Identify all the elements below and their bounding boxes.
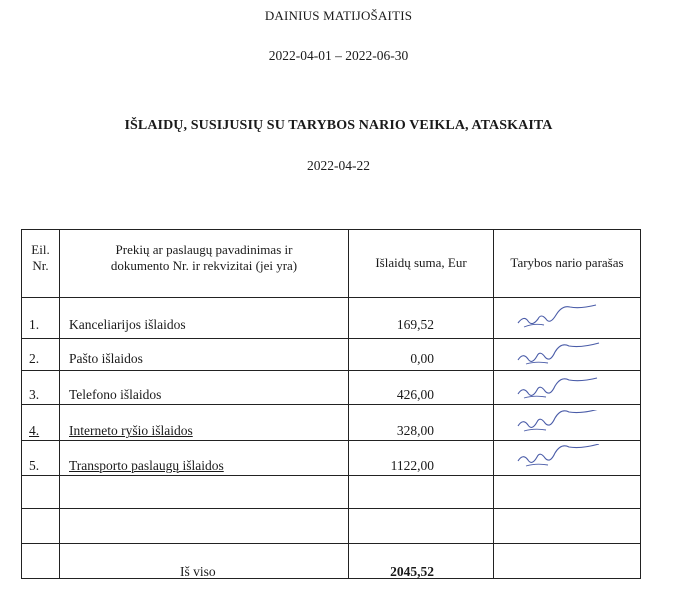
row-number: 4. [29, 423, 40, 438]
row-amount: 426,00 [396, 387, 434, 402]
row-item-name: Interneto ryšio išlaidos [69, 423, 193, 438]
row-number: 2. [29, 351, 40, 366]
row-amount: 169,52 [396, 317, 434, 332]
report-date: 2022-04-22 [307, 158, 370, 173]
row-amount: 0,00 [410, 351, 434, 366]
row-item-name: Kanceliarijos išlaidos [69, 317, 186, 332]
row-number: 1. [29, 317, 40, 332]
signature-row-3 [512, 376, 612, 404]
column-header-item: Prekių ar paslaugų pavadinimas ir dokumento Nr. ir rekvizitai (jei yra) [110, 242, 298, 273]
column-header-no: Eil. Nr. [31, 242, 50, 273]
row-number: 3. [29, 387, 40, 402]
row-amount: 1122,00 [390, 458, 434, 473]
signature-row-2 [512, 342, 612, 370]
row-amount: 328,00 [396, 423, 434, 438]
total-amount: 2045,52 [390, 564, 434, 579]
report-title: IŠLAIDŲ, SUSIJUSIŲ SU TARYBOS NARIO VEIKLA, ATASKAITA [124, 118, 553, 133]
column-header-signature: Tarybos nario parašas [510, 255, 624, 270]
row-item-name: Pašto išlaidos [69, 351, 143, 366]
signature-row-1 [512, 303, 612, 333]
report-period: 2022-04-01 – 2022-06-30 [268, 48, 409, 63]
row-number: 5. [29, 458, 40, 473]
signature-row-4 [512, 410, 612, 438]
total-label: Iš viso [180, 564, 216, 579]
row-item-name: Transporto paslaugų išlaidos [69, 458, 224, 473]
signature-row-5 [512, 444, 612, 472]
row-item-name: Telefono išlaidos [69, 387, 162, 402]
column-header-amount: Išlaidų suma, Eur [375, 255, 467, 270]
person-name: DAINIUS MATIJOŠAITIS [264, 8, 413, 23]
